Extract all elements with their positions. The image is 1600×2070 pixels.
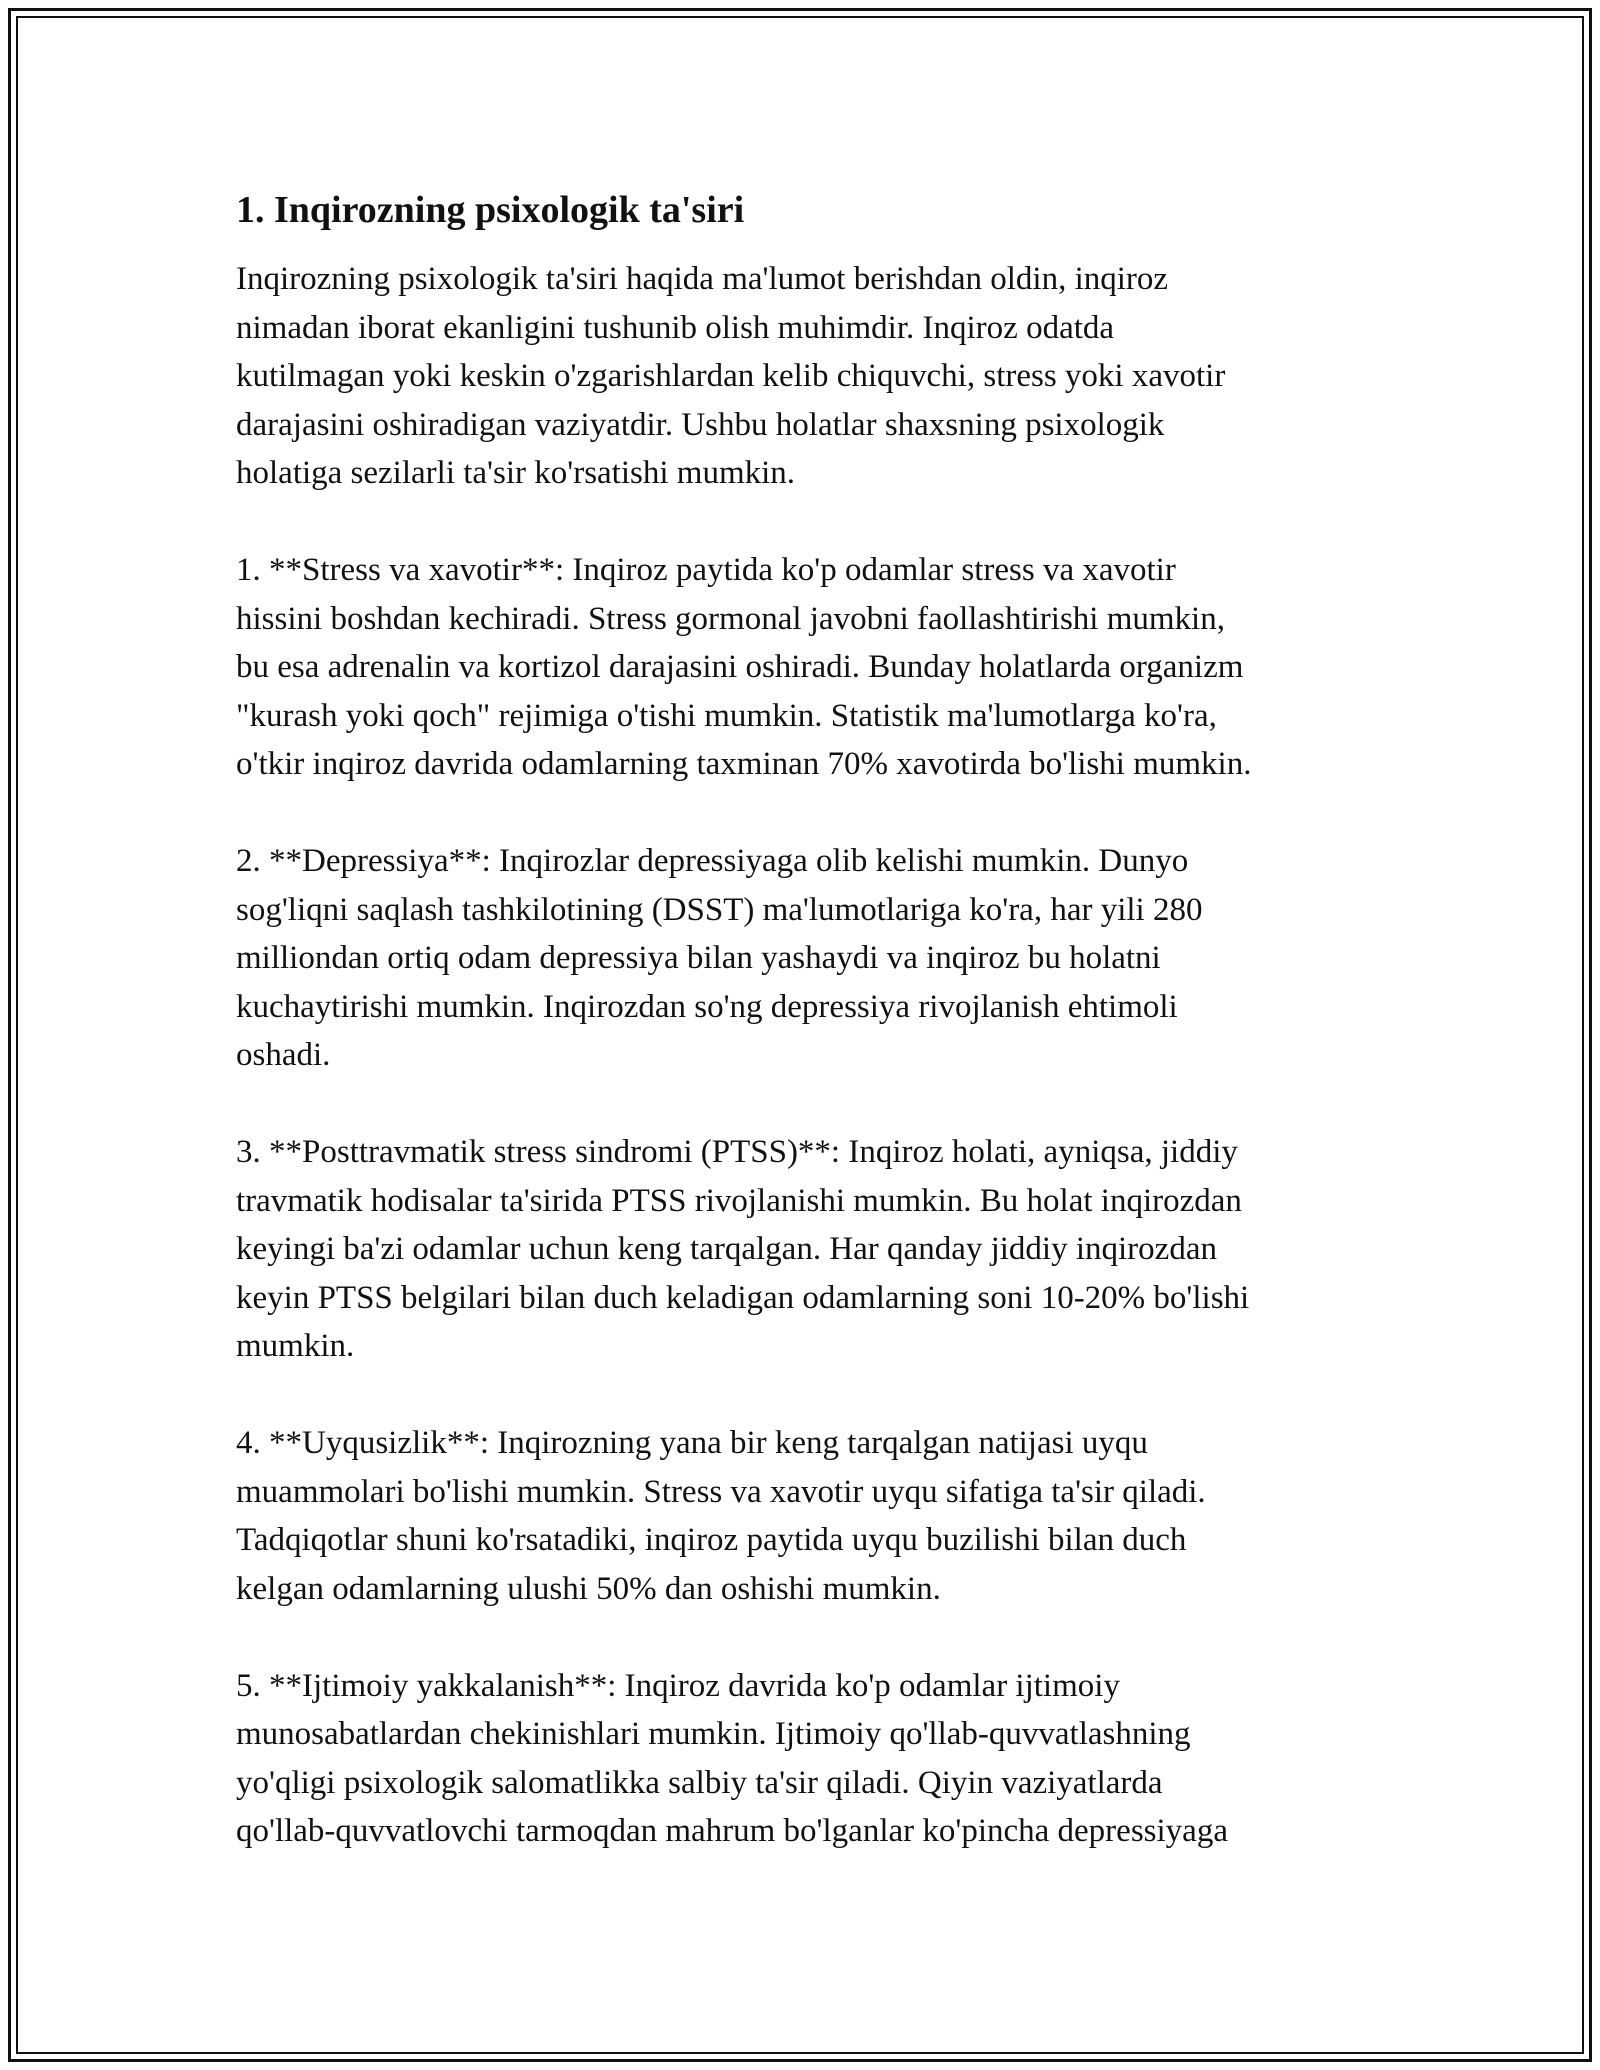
text-line: sog'liqni saqlash tashkilotining (DSST) ma'lumotlariga ko'ra, har yili 280: [236, 891, 1203, 928]
isolation-paragraph: [236, 1662, 1376, 1856]
text-line: milliondan ortiq odam depressiya bilan yashaydi va inqiroz bu holatni: [236, 940, 1161, 976]
text-line: hissini boshdan kechiradi. Stress gormonal javobni faollashtirishi mumkin,: [236, 600, 1225, 637]
text-line: mumkin.: [236, 1328, 355, 1364]
insomnia-paragraph: [236, 1419, 1376, 1613]
document-body: [236, 185, 1376, 1904]
text-line: 1. **Stress va xavotir**: Inqiroz paytida ko'p odamlar stress va xavotir: [236, 552, 1176, 588]
intro-paragraph: [236, 255, 1376, 498]
text-line: 4. **Uyqusizlik**: Inqirozning yana bir keng tarqalgan natijasi uyqu: [236, 1425, 1148, 1461]
text-line: munosabatlardan chekinishlari mumkin. Ijtimoiy qo'llab-quvvatlashning: [236, 1716, 1191, 1752]
stress-paragraph: [236, 546, 1376, 789]
depression-paragraph: [236, 837, 1376, 1080]
text-line: "kurash yoki qoch" rejimiga o'tishi mumkin. Statistik ma'lumotlarga ko'ra,: [236, 697, 1217, 734]
ptss-paragraph: [236, 1128, 1376, 1371]
text-line: nimadan iborat ekanligini tushunib olish muhimdir. Inqiroz odatda: [236, 309, 1115, 346]
text-line: Inqirozning psixologik ta'siri haqida ma'lumot berishdan oldin, inqiroz: [236, 261, 1169, 297]
text-line: holatiga sezilarli ta'sir ko'rsatishi mumkin.: [236, 455, 796, 491]
text-line: o'tkir inqiroz davrida odamlarning taxminan 70% xavotirda bo'lishi mumkin.: [236, 746, 1252, 782]
text-line: kelgan odamlarning ulushi 50% dan oshishi mumkin.: [236, 1570, 941, 1607]
text-line: oshadi.: [236, 1037, 331, 1073]
text-line: yo'qligi psixologik salomatlikka salbiy ta'sir qiladi. Qiyin vaziyatlarda: [236, 1764, 1163, 1801]
section-heading: 1. Inqirozning psixologik ta'siri: [236, 189, 745, 231]
text-line: kutilmagan yoki keskin o'zgarishlardan kelib chiquvchi, stress yoki xavotir: [236, 358, 1226, 394]
text-line: bu esa adrenalin va kortizol darajasini oshiradi. Bunday holatlarda organizm: [236, 649, 1244, 685]
text-line: keyin PTSS belgilari bilan duch keladigan odamlarning soni 10-20% bo'lishi: [236, 1279, 1250, 1316]
text-line: kuchaytirishi mumkin. Inqirozdan so'ng depressiya rivojlanish ehtimoli: [236, 988, 1178, 1025]
text-line: keyingi ba'zi odamlar uchun keng tarqalgan. Har qanday jiddiy inqirozdan: [236, 1231, 1217, 1267]
text-line: muammolari bo'lishi mumkin. Stress va xavotir uyqu sifatiga ta'sir qiladi.: [236, 1473, 1206, 1510]
text-line: 2. **Depressiya**: Inqirozlar depressiyaga olib kelishi mumkin. Dunyo: [236, 843, 1189, 879]
text-line: qo'llab-quvvatlovchi tarmoqdan mahrum bo'lganlar ko'pincha depressiyaga: [236, 1813, 1228, 1849]
text-line: 3. **Posttravmatik stress sindromi (PTSS)**: Inqiroz holati, ayniqsa, jiddiy: [236, 1134, 1238, 1170]
text-line: Tadqiqotlar shuni ko'rsatadiki, inqiroz paytida uyqu buzilishi bilan duch: [236, 1522, 1187, 1558]
text-line: darajasini oshiradigan vaziyatdir. Ushbu holatlar shaxsning psixologik: [236, 406, 1165, 443]
text-line: 5. **Ijtimoiy yakkalanish**: Inqiroz davrida ko'p odamlar ijtimoiy: [236, 1667, 1120, 1704]
text-line: travmatik hodisalar ta'sirida PTSS rivojlanishi mumkin. Bu holat inqirozdan: [236, 1182, 1242, 1219]
